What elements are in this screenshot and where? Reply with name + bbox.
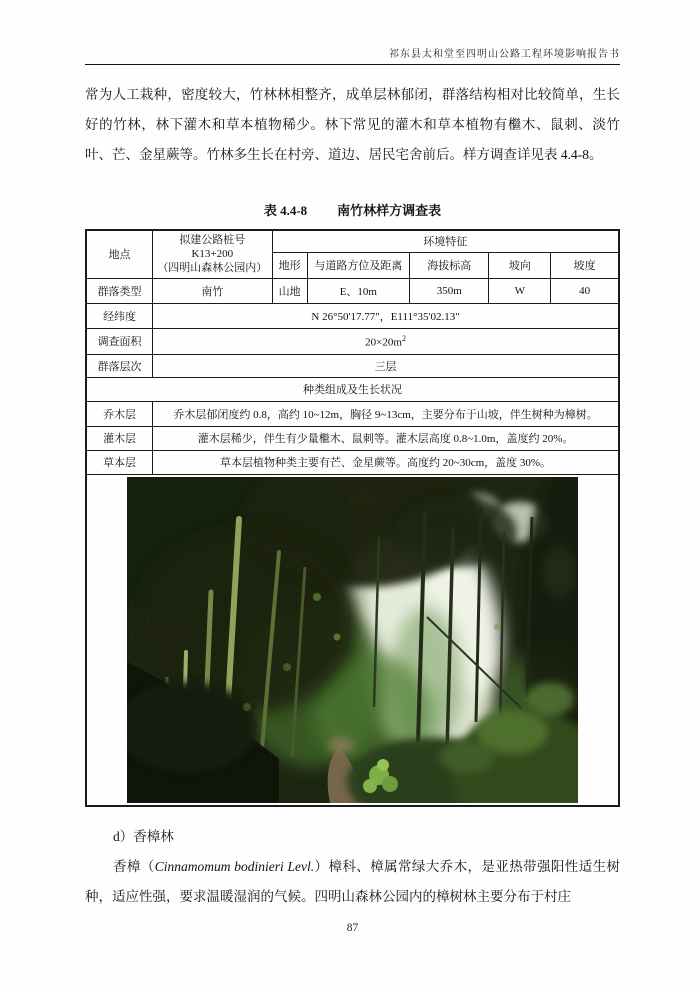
running-header: 祁东县太和堂至四明山公路工程环境影响报告书 [389, 49, 620, 60]
elevation-value: 350m [410, 278, 489, 303]
tree-layer-label: 乔木层 [86, 401, 153, 426]
road-direction-value: E、10m [307, 278, 409, 303]
community-layers-label: 群落层次 [86, 354, 153, 377]
bamboo-forest-photo [127, 477, 578, 803]
community-layers-value: 三层 [153, 354, 619, 377]
stake-number-cell [153, 230, 272, 278]
intro-paragraph: 常为人工栽种，密度较大，竹林林相整齐，成单层林郁闭，群落结构相对比较简单，生长好的竹林，林下灌木和草本植物稀少。林下常见的灌木和草本植物有檵木、鼠刺、淡竹叶、芒、金星蕨等。竹林多生长在村旁、道边、居民宅舍前后。样方调查详见表 4.4-8。 [85, 87, 620, 162]
shrub-layer-desc: 灌木层稀少，伴生有少量檵木、鼠刺等。灌木层高度 0.8~1.0m，盖度约 20%。 [153, 426, 619, 450]
table-header-row-1 [86, 230, 619, 252]
photo-row [86, 474, 619, 806]
survey-area-row [86, 328, 619, 354]
community-type-value: 南竹 [153, 278, 272, 303]
survey-area-label: 调查面积 [86, 328, 153, 354]
col-slope-degree: 坡度 [551, 252, 619, 278]
para-prefix: 香樟（ [113, 859, 155, 874]
location-label-cell: 地点 [86, 230, 153, 278]
stake-line-2: K13+200 [191, 248, 234, 261]
composition-header-row [86, 377, 619, 401]
aspect-value: W [489, 278, 551, 303]
col-terrain: 地形 [272, 252, 307, 278]
latin-species-name: Cinnamomum bodinieri Levl. [154, 859, 315, 874]
shrub-layer-row [86, 426, 619, 450]
composition-header: 种类组成及生长状况 [86, 377, 619, 401]
coordinates-label: 经纬度 [86, 303, 153, 328]
survey-area-base: 20×20m [365, 336, 402, 349]
community-type-label: 群落类型 [86, 278, 153, 303]
survey-area-sup: 2 [401, 333, 406, 343]
section-d-paragraph [85, 852, 620, 912]
col-slope-aspect: 坡向 [489, 252, 551, 278]
col-elevation: 海拔标高 [410, 252, 489, 278]
tree-layer-desc: 乔木层郁闭度约 0.8，高约 10~12m，胸径 9~13cm，主要分布于山坡，伴生树种为樟树。 [153, 401, 619, 426]
terrain-value: 山地 [272, 278, 307, 303]
shrub-layer-label: 灌木层 [86, 426, 153, 450]
herb-layer-label: 草本层 [86, 450, 153, 474]
herb-layer-row [86, 450, 619, 474]
table-caption [85, 200, 620, 219]
survey-area-value [153, 328, 619, 354]
table-caption-number: 表 4.4-8 [263, 203, 308, 218]
table-caption-title: 南竹林样方调查表 [337, 203, 442, 218]
slope-value: 40 [551, 278, 619, 303]
photo-cell [86, 474, 619, 806]
tree-layer-row [86, 401, 619, 426]
sample-plot-survey-table [85, 229, 620, 807]
page-number: 87 [346, 922, 359, 934]
section-d-heading: d）香樟林 [113, 829, 174, 844]
para-suffix: ）樟科、樟属常绿大乔木，是亚热带强阳性适生树种，适应性强，要求温暖湿润的气候。四明山森林公园内的樟树林主要分布于村庄 [85, 859, 621, 904]
coordinates-value: N 26°50'17.77"，E111°35'02.13" [153, 303, 619, 328]
section-d [85, 822, 620, 912]
header-rule [85, 64, 620, 65]
community-layers-row [86, 354, 619, 377]
community-type-row [86, 278, 619, 303]
stake-line-3: （四明山森林公园内） [157, 262, 268, 275]
coordinates-row [86, 303, 619, 328]
stake-line-1: 拟建公路桩号 [179, 234, 246, 247]
env-feature-header-cell: 环境特征 [272, 230, 619, 252]
herb-layer-desc: 草本层植物种类主要有芒、金星蕨等。高度约 20~30cm，盖度 30%。 [153, 450, 619, 474]
col-road-direction-distance: 与道路方位及距离 [307, 252, 409, 278]
